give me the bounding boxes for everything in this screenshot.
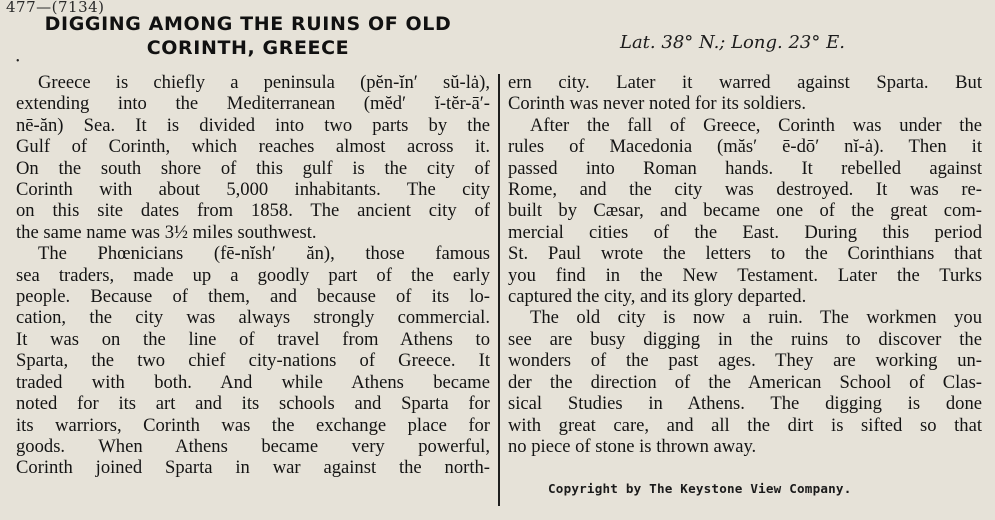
card-title <box>18 12 478 60</box>
title-line-2: CORINTH, GREECE <box>146 37 350 59</box>
text-line: Greece is chiefly a peninsula (pĕn-ĭn′ sŭ-lȧ), <box>38 72 490 93</box>
text-line: noted for its art and its schools and Sparta for <box>16 393 490 415</box>
left-text-column <box>16 72 490 479</box>
column-divider <box>498 74 500 506</box>
catalog-number: 477—(7134) <box>6 0 105 16</box>
text-line: Corinth with about 5,000 inhabitants. The city <box>16 179 490 201</box>
copyright-notice: Copyright by The Keystone View Company. <box>548 481 852 496</box>
text-line: traded with both. And while Athens became <box>16 371 490 393</box>
text-line: St. Paul wrote the letters to the Corinthians that <box>508 243 982 265</box>
text-line: rules of Macedonia (măs′ ē-dō′ nĭ-ȧ). Then it <box>508 136 982 158</box>
text-line: on this site dates from 1858. The ancient city of <box>16 200 490 222</box>
text-line: Sparta, the two chief city-nations of Greece. It <box>16 350 490 372</box>
text-line: Corinth joined Sparta in war against the north- <box>16 457 490 479</box>
bullet-mark: • <box>16 56 20 67</box>
text-line: people. Because of them, and because of its lo- <box>16 286 490 308</box>
text-line: goods. When Athens became very powerful, <box>16 435 490 457</box>
text-line: On the south shore of this gulf is the city of <box>16 157 490 179</box>
text-line: you find in the New Testament. Later the Turks <box>508 264 982 286</box>
title-line-1: DIGGING AMONG THE RUINS OF OLD <box>44 13 452 35</box>
text-line: nē-ăn) Sea. It is divided into two parts by the <box>16 114 490 136</box>
text-line: sea traders, made up a goodly part of the early <box>16 264 490 286</box>
text-line: der the direction of the American School of Clas- <box>508 371 982 393</box>
text-line: its warriors, Corinth was the exchange place for <box>16 414 490 436</box>
text-line: Rome, and the city was destroyed. It was re- <box>508 179 982 201</box>
text-line: Gulf of Corinth, which reaches almost across it. <box>16 136 490 158</box>
text-line: It was on the line of travel from Athens to <box>16 328 490 350</box>
text-line: passed into Roman hands. It rebelled against <box>508 157 982 179</box>
text-line: The old city is now a ruin. The workmen you <box>530 307 982 329</box>
text-line: sical Studies in Athens. The digging is done <box>508 393 982 415</box>
text-line: captured the city, and its glory departed. <box>508 286 807 308</box>
text-line: the same name was 3½ miles southwest. <box>16 221 317 243</box>
text-line: wonders of the past ages. They are working un- <box>508 350 982 372</box>
text-line: ern city. Later it warred against Sparta. But <box>508 72 982 93</box>
text-line: After the fall of Greece, Corinth was under the <box>530 114 982 136</box>
text-line: with great care, and all the dirt is sifted so that <box>508 414 982 436</box>
text-line: The Phœnicians (fē-nĭsh′ ăn), those famous <box>38 243 490 265</box>
text-line: built by Cæsar, and became one of the great com- <box>508 200 982 222</box>
text-line: mercial cities of the East. During this period <box>508 221 982 243</box>
text-line: see are busy digging in the ruins to discover the <box>508 328 982 350</box>
text-line: Corinth was never noted for its soldiers. <box>508 93 806 115</box>
text-line: extending into the Mediterranean (mĕd′ ĭ-tĕr-ā′- <box>16 93 490 115</box>
right-text-column <box>508 72 982 457</box>
text-line: cation, the city was always strongly commercial. <box>16 307 490 329</box>
text-line: no piece of stone is thrown away. <box>508 435 757 457</box>
coordinates: Lat. 38° N.; Long. 23° E. <box>620 32 845 53</box>
